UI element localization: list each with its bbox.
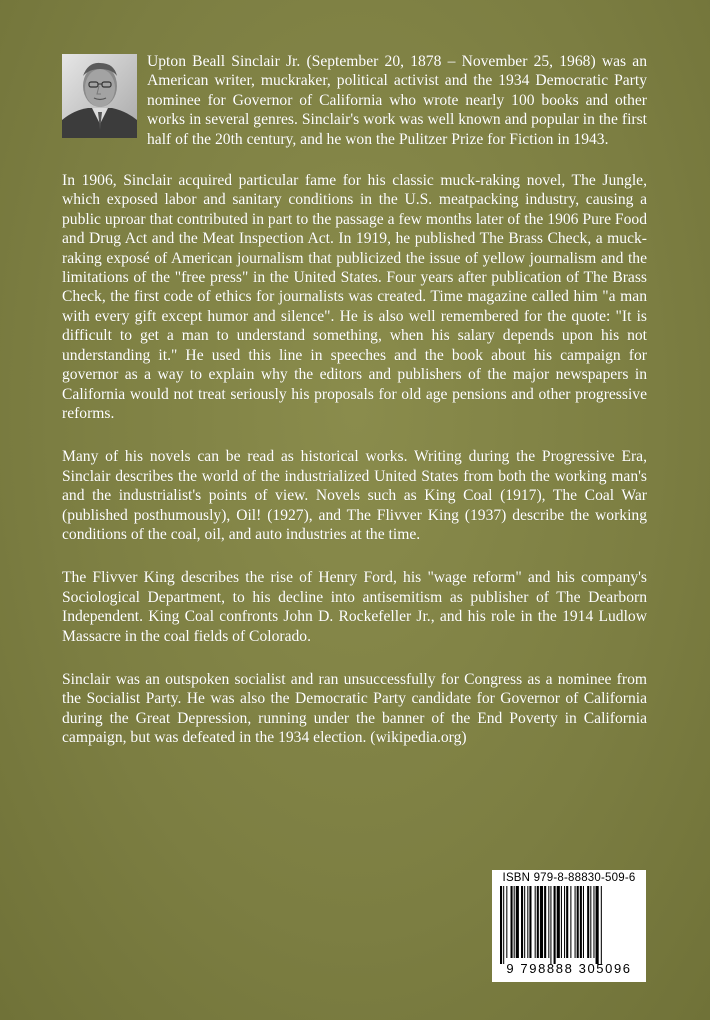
- bio-paragraph-3: Many of his novels can be read as historical works. Writing during the Progressive Era, Sinclair describes the world of the industrialized United States from both the working man's and the industrialist's points of view. Novels such as King Coal (1917), The Coal War (published posthumously), Oil! (1927), and The Flivver King (1937) describe the working conditions of the coal, oil, and auto industries at the time.: [62, 448, 647, 543]
- bio-paragraph-2: In 1906, Sinclair acquired particular fame for his classic muck-raking novel, The Jungle, which exposed labor and sanitary conditions in the U.S. meatpacking industry, causing a public uproar that contributed in part to the passage a few months later of the 1906 Pure Food and Drug Act and the Meat Inspection Act. In 1919, he published The Brass Check, a muck-raking exposé of American journalism that publicized the issue of yellow journalism and the limitations of the "free press" in the United States. Four years after publication of The Brass Check, the first code of ethics for journalists was created. Time magazine called him "a man with every gift except humor and silence". He is also well remembered for the quote: "It is difficult to get a man to understand something, when his salary depends upon his not understanding it." He used this line in speeches and the book about his campaign for governor as a way to explain why the editors and publishers of the major newspapers in California would not treat seriously his proposals for old age pensions and other progressive reforms.: [62, 172, 647, 422]
- bio-paragraph-4: The Flivver King describes the rise of Henry Ford, his "wage reform" and his company's Sociological Department, to his decline into antisemitism as publisher of The Dearborn Independent. King Coal confronts John D. Rockefeller Jr., and his role in the 1914 Ludlow Massacre in the coal fields of Colorado.: [62, 569, 647, 645]
- back-cover-text: [62, 52, 647, 772]
- bio-paragraph-1: Upton Beall Sinclair Jr. (September 20, 1878 – November 25, 1968) was an American writer, muckraker, political activist and the 1934 Democratic Party nominee for Governor of California who wrote nearly 100 books and other works in several genres. Sinclair's work was well known and popular in the first half of the 20th century, and he won the Pulitzer Prize for Fiction in 1943.: [147, 53, 647, 148]
- barcode-bars-icon: [500, 886, 638, 964]
- bio-paragraph-5: Sinclair was an outspoken socialist and ran unsuccessfully for Congress as a nominee from the Socialist Party. He was also the Democratic Party candidate for Governor of California during the Great Depression, running under the banner of the End Poverty in California campaign, but was defeated in the 1934 election. (wikipedia.org): [62, 670, 647, 747]
- author-portrait-icon: [62, 54, 137, 138]
- isbn-label: ISBN 979-8-88830-509-6: [502, 872, 636, 884]
- isbn-digits: 9 798888 305096: [506, 961, 632, 976]
- isbn-barcode: [492, 870, 646, 982]
